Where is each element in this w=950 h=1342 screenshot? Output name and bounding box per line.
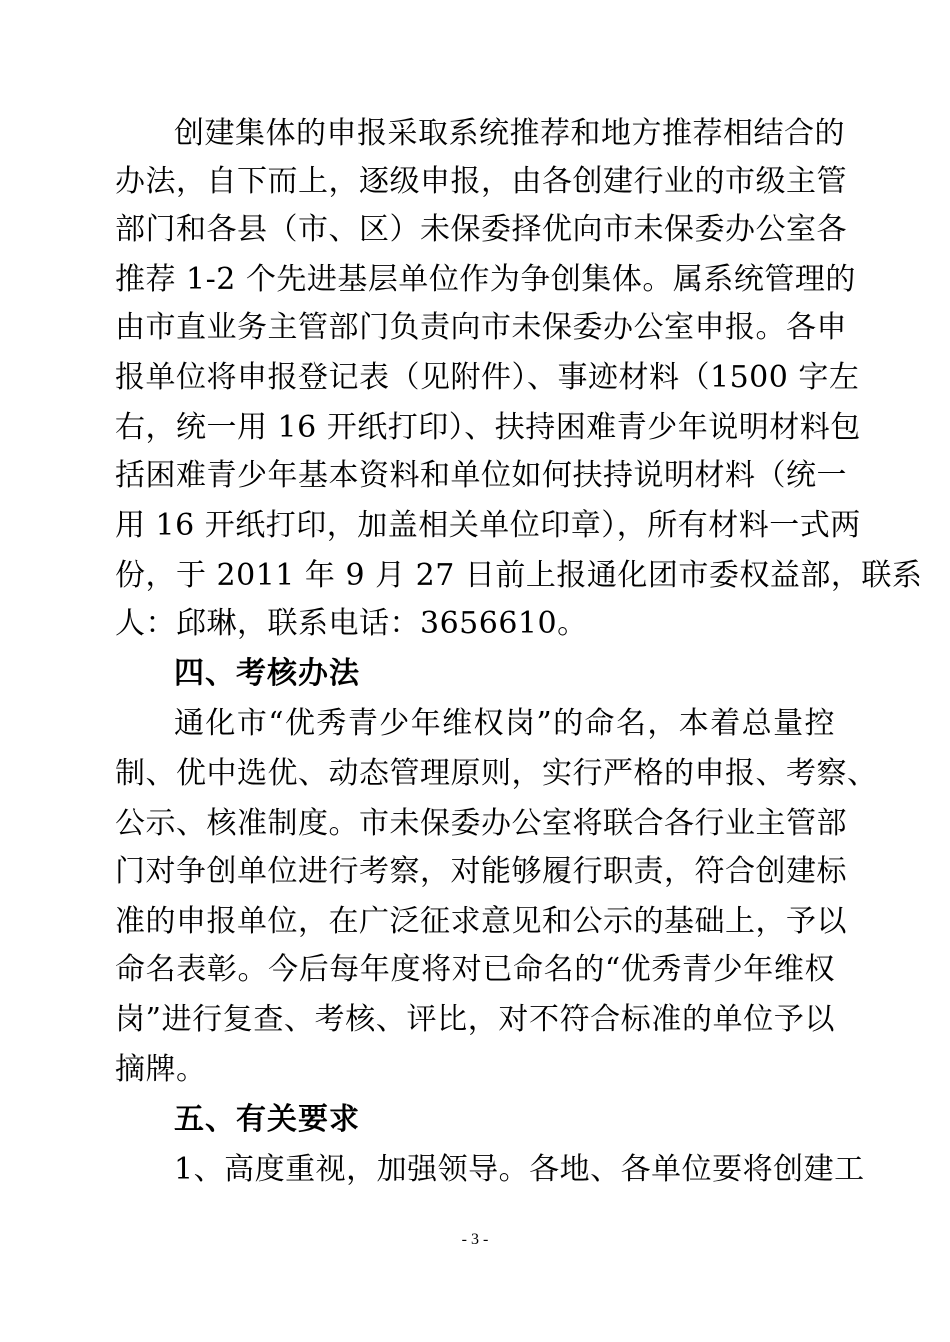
paragraph-line: 创建集体的申报采取系统推荐和地方推荐相结合的 [174,116,845,151]
paragraph-line: 份，于 2011 年 9 月 27 日前上报通化团市委权益部，联系 [115,558,923,593]
paragraph-line: 推荐 1-2 个先进基层单位作为争创集体。属系统管理的 [115,262,856,297]
paragraph-line: 括困难青少年基本资料和单位如何扶持说明材料（统一 [115,458,847,493]
paragraph-line: 报单位将申报登记表（见附件）、事迹材料（1500 字左 [115,360,860,395]
paragraph-line: 用 16 开纸打印，加盖相关单位印章），所有材料一式两 [115,508,861,543]
paragraph-line: 摘牌。 [115,1052,207,1087]
paragraph-line: 部门和各县（市、区）未保委择优向市未保委办公室各 [115,212,847,247]
paragraph-line: 公示、核准制度。市未保委办公室将联合各行业主管部 [115,806,847,841]
paragraph-line: 人：邱琳，联系电话：3656610。 [115,606,588,641]
section-heading: 五、有关要求 [174,1102,360,1137]
paragraph-line: 岗”进行复查、考核、评比，对不符合标准的单位予以 [115,1002,835,1037]
paragraph-line: 准的申报单位，在广泛征求意见和公示的基础上，予以 [115,904,847,939]
paragraph-line: 右，统一用 16 开纸打印）、扶持困难青少年说明材料包 [115,410,861,445]
paragraph-line: 门对争创单位进行考察，对能够履行职责，符合创建标 [115,854,847,889]
paragraph-line: 1、高度重视，加强领导。各地、各单位要将创建工 [174,1152,865,1187]
paragraph-line: 由市直业务主管部门负责向市未保委办公室申报。各申 [115,310,847,345]
paragraph-line: 制、优中选优、动态管理原则，实行严格的申报、考察、 [115,756,878,791]
paragraph-line: 办法，自下而上，逐级申报，由各创建行业的市级主管 [115,164,847,199]
paragraph-line: 通化市“优秀青少年维权岗”的命名，本着总量控 [174,706,835,741]
section-heading: 四、考核办法 [174,656,360,691]
page-number: - 3 - [461,1231,489,1248]
paragraph-line: 命名表彰。今后每年度将对已命名的“优秀青少年维权 [115,952,835,987]
